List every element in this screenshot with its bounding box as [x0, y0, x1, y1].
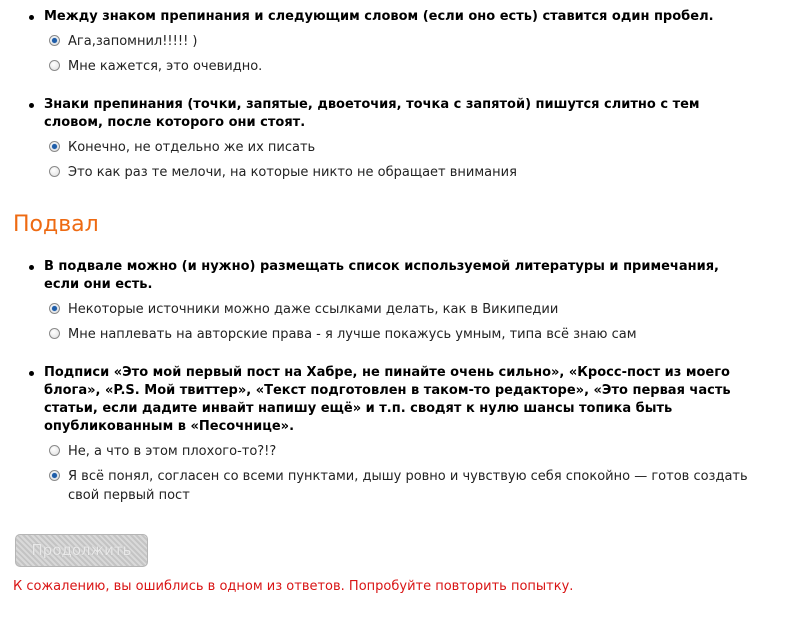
- question-3-option-1[interactable]: [49, 300, 758, 319]
- radio-button[interactable]: [49, 35, 60, 46]
- bullet-icon: [29, 371, 34, 376]
- question-2-label: Знаки препинания (точки, запятые, двоеточия, точка с запятой) пишутся слитно с тем словом, после которого они стоят.: [44, 97, 700, 130]
- option-label[interactable]: Не, а что в этом плохого-то?!?: [68, 444, 277, 459]
- question-1-option-2[interactable]: [49, 57, 758, 76]
- question-3-text: [28, 258, 758, 294]
- option-label[interactable]: Мне кажется, это очевидно.: [68, 59, 263, 74]
- question-1-text: [28, 8, 758, 26]
- bullet-icon: [29, 265, 34, 270]
- question-2-option-2[interactable]: [49, 163, 758, 182]
- radio-button[interactable]: [49, 60, 60, 71]
- continue-button[interactable]: Продолжить: [15, 534, 148, 567]
- question-1-label: Между знаком препинания и следующим словом (если оно есть) ставится один пробел.: [44, 9, 714, 24]
- radio-button[interactable]: [49, 141, 60, 152]
- question-2-option-1[interactable]: [49, 138, 758, 157]
- radio-button[interactable]: [49, 303, 60, 314]
- question-1-option-1[interactable]: [49, 32, 758, 51]
- bullet-icon: [29, 15, 34, 20]
- option-label[interactable]: Я всё понял, согласен со всеми пунктами, дышу ровно и чувствую себя спокойно — готов создать свой первый пост: [68, 469, 748, 503]
- question-4-text: [28, 364, 758, 436]
- option-label[interactable]: Это как раз те мелочи, на которые никто не обращает внимания: [68, 165, 517, 180]
- radio-button[interactable]: [49, 470, 60, 481]
- radio-button[interactable]: [49, 445, 60, 456]
- option-label[interactable]: Конечно, не отдельно же их писать: [68, 140, 316, 155]
- option-label[interactable]: Некоторые источники можно даже ссылками делать, как в Википедии: [68, 302, 559, 317]
- radio-button[interactable]: [49, 166, 60, 177]
- question-3-label: В подвале можно (и нужно) размещать список используемой литературы и примечания, если они есть.: [44, 259, 719, 292]
- question-4-label: Подписи «Это мой первый пост на Хабре, не пинайте очень сильно», «Кросс-пост из моего блога», «P.S. Мой твиттер», «Текст подготовлен в таком-то редакторе», «Это первая часть статьи, если дадите инвайт напишу ещё» и т.п. сводят к нулю шансы топика быть опубликованным в «Песочнице».: [44, 365, 731, 434]
- question-3-option-2[interactable]: [49, 325, 758, 344]
- option-label[interactable]: Ага,запомнил!!!!! ): [68, 34, 198, 49]
- question-1: [28, 8, 758, 76]
- question-2-text: [28, 96, 758, 132]
- question-4-option-2[interactable]: [49, 467, 758, 505]
- bullet-icon: [29, 103, 34, 108]
- option-label[interactable]: Мне наплевать на авторские права - я лучше покажусь умным, типа всё знаю сам: [68, 327, 637, 342]
- radio-button[interactable]: [49, 328, 60, 339]
- question-4: [28, 364, 758, 505]
- error-message: К сожалению, вы ошиблись в одном из ответов. Попробуйте повторить попытку.: [13, 579, 574, 594]
- question-3: [28, 258, 758, 344]
- question-4-option-1[interactable]: [49, 442, 758, 461]
- section-heading: Подвал: [13, 212, 99, 237]
- question-2: [28, 96, 758, 182]
